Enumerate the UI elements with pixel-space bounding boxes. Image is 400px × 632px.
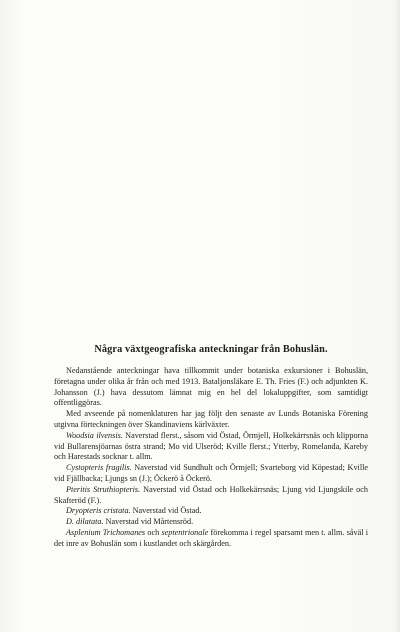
species-localities: Naverstad vid Sundhult och Örmjell; Svarteborg vid Köpestad; Kville vid Fjällbacka; Ljungs sn (J.); Öckerö å Öckerö. xyxy=(54,463,369,483)
species-entry-cystopteris xyxy=(54,463,368,485)
species-name: D. dilatata. xyxy=(66,517,104,527)
species-entry-asplenium xyxy=(54,528,368,550)
species-entry-woodsia xyxy=(54,431,368,463)
intro-paragraph-2 xyxy=(54,409,368,431)
species-connector: och xyxy=(147,527,160,537)
species-entry-dryopteris xyxy=(54,506,368,517)
article-title: Några växtgeografiska anteckningar från Bohuslän. xyxy=(94,344,328,355)
species-name: Pteritis Struthiopteris. xyxy=(66,484,141,494)
species-name: Dryopteris cristata. xyxy=(66,506,131,516)
intro-text-1: Nedanstående anteckningar hava tillkommit under botaniska exkursioner i Bohuslän, företagna under olika år från och med 1913. Bataljonsläkare E. Th. Fries (F.) och adjunkten K. Johansson (J.) hava dessutom lämnat mig en hel del lokaluppgifter, som samtidigt offentliggöras. xyxy=(54,366,368,408)
species-localities: Naverstad vid Mårtensröd. xyxy=(105,517,194,527)
species-entry-pteritis xyxy=(54,485,368,507)
species-name-2: septentrionale xyxy=(161,527,209,537)
species-name: Woodsia ilvensis. xyxy=(66,430,123,440)
species-name: Asplenium Trichomanes xyxy=(66,527,146,537)
intro-text-2: Med avseende på nomenklaturen har jag följt den senaste av Lunds Botaniska Förening utgivna förteckningen över Skandinaviens kärlväxter. xyxy=(54,409,368,429)
species-localities: Naverstad vid Östad och Holkekärrsnäs; Ljung vid Ljungskile och Skafteröd (F.). xyxy=(54,484,368,505)
species-localities: Naverstad flerst., såsom vid Östad, Örmjell, Holkekärrsnäs och klipporna vid Bullarensjöarnas östra strand; Mo vid Ulseröd; Kville flerst.; Ytterby, Romelanda, Kareby och Harestads socknar t. allm. xyxy=(54,430,368,462)
page-edge-shadow xyxy=(394,0,400,632)
article xyxy=(54,344,368,550)
species-entry-dilatata xyxy=(54,517,368,528)
species-localities: förekomma i regel sparsamt men t. allm. såväl i det inre av Bohuslän som i kustlandet och skärgården. xyxy=(54,527,369,548)
species-localities: Naverstad vid Östad. xyxy=(132,506,202,516)
species-name: Cystopteris fragilis. xyxy=(66,463,132,473)
intro-paragraph-1 xyxy=(54,366,368,409)
